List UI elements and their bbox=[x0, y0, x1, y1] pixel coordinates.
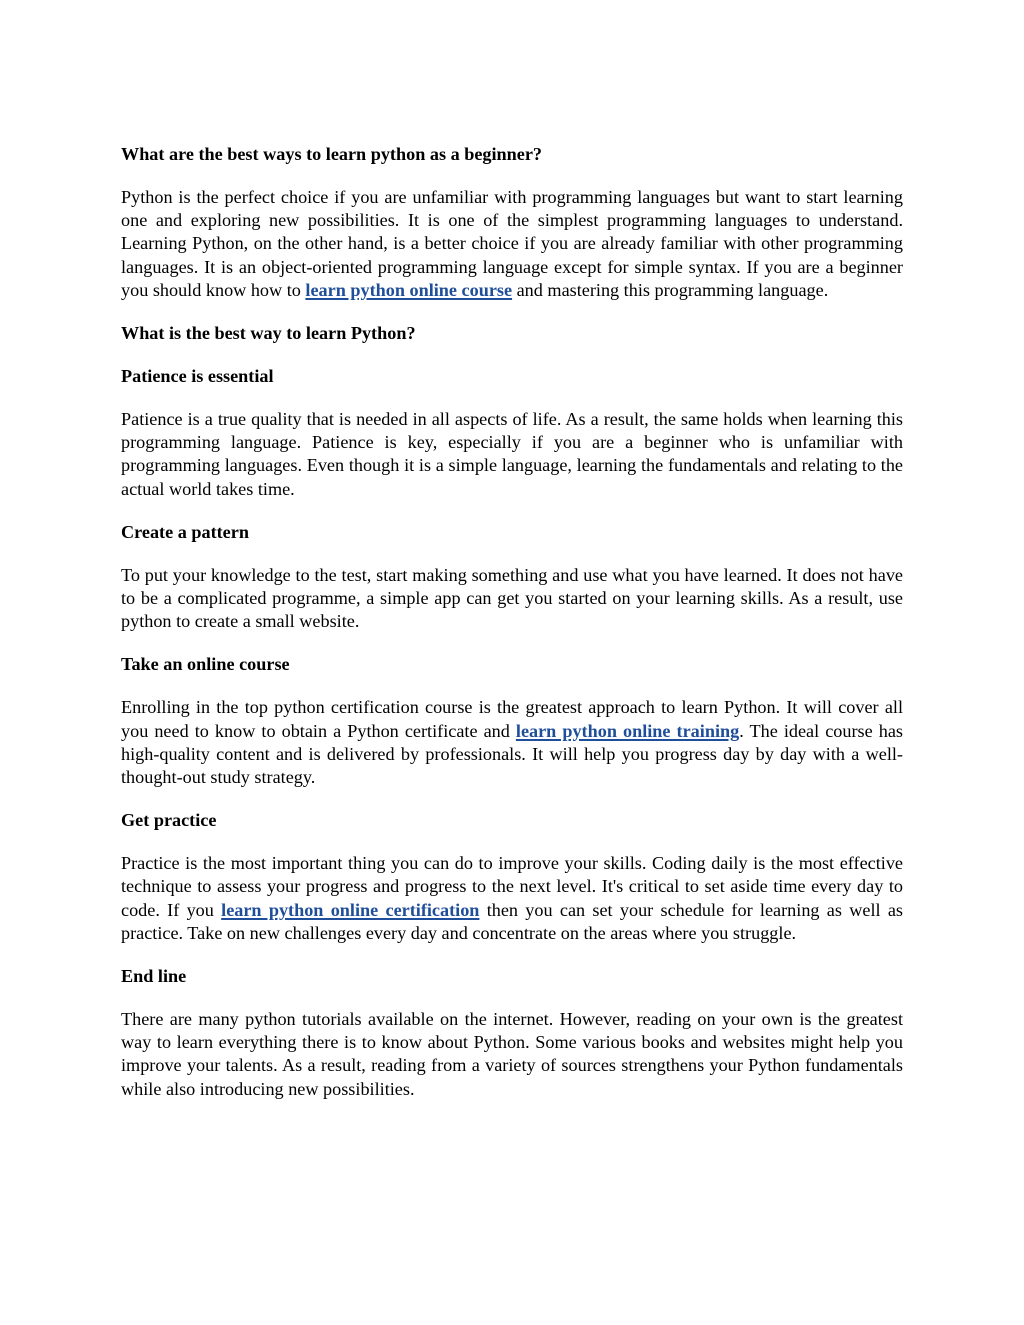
section-heading-get-practice: Get practice bbox=[121, 810, 217, 831]
document-page bbox=[121, 140, 903, 1121]
section-heading-online-course: Take an online course bbox=[121, 654, 290, 675]
section-heading-end-line: End line bbox=[121, 966, 187, 987]
practice-text-after-link: then you can set your schedule for learning as well as practice. Take on new challenges every day and concentrate on the areas where you struggle. bbox=[121, 899, 903, 943]
subtitle-heading: What is the best way to learn Python? bbox=[121, 323, 416, 344]
section-body-create-pattern: To put your knowledge to the test, start making something and use what you have learned. It does not have to be a complicated programme, a simple app can get you started on your learning skills. As a result, use python to create a small website. bbox=[121, 564, 903, 632]
intro-text-before-link: Python is the perfect choice if you are unfamiliar with programming languages but want to start learning one and exploring new possibilities. It is one of the simplest programming languages to understand. Learning Python, on the other hand, is a better choice if you are already familiar with other programming languages. It is an object-oriented programming language except for simple syntax. If you are a beginner you should know how to bbox=[121, 187, 903, 300]
section-body-patience: Patience is a true quality that is needed in all aspects of life. As a result, the same holds when learning this programming language. Patience is key, especially if you are a beginner who is unfamiliar with programming languages. Even though it is a simple language, learning the fundamentals and relating to the actual world takes time. bbox=[121, 409, 903, 499]
section-body-get-practice bbox=[121, 852, 903, 945]
section-heading-create-pattern: Create a pattern bbox=[121, 521, 249, 542]
section-heading-patience: Patience is essential bbox=[121, 366, 274, 387]
learn-python-online-certification-link[interactable]: learn python online certification bbox=[221, 899, 480, 920]
section-body-online-course bbox=[121, 696, 903, 789]
online-course-text-after-link: . The ideal course has high-quality content and is delivered by professionals. It will help you progress day by day with a well-thought-out study strategy. bbox=[121, 720, 903, 788]
intro-paragraph bbox=[121, 186, 903, 302]
online-course-text-before-link: Enrolling in the top python certification course is the greatest approach to learn Python. It will cover all you need to know to obtain a Python certificate and bbox=[121, 697, 903, 741]
document-title: What are the best ways to learn python as a beginner? bbox=[121, 144, 543, 164]
learn-python-online-training-link[interactable]: learn python online training bbox=[515, 720, 740, 741]
learn-python-online-course-link[interactable]: learn python online course bbox=[305, 279, 513, 300]
intro-text-after-link: and mastering this programming language. bbox=[512, 279, 829, 300]
section-body-end-line: There are many python tutorials available on the internet. However, reading on your own is the greatest way to learn everything there is to know about Python. Some various books and websites might help you improve your talents. As a result, reading from a variety of sources strengthens your Python fundamentals while also introducing new possibilities. bbox=[121, 1009, 903, 1099]
practice-text-before-link: Practice is the most important thing you can do to improve your skills. Coding daily is the most effective technique to assess your progress and progress to the next level. It's critical to set aside time every day to code. If you bbox=[121, 853, 903, 920]
